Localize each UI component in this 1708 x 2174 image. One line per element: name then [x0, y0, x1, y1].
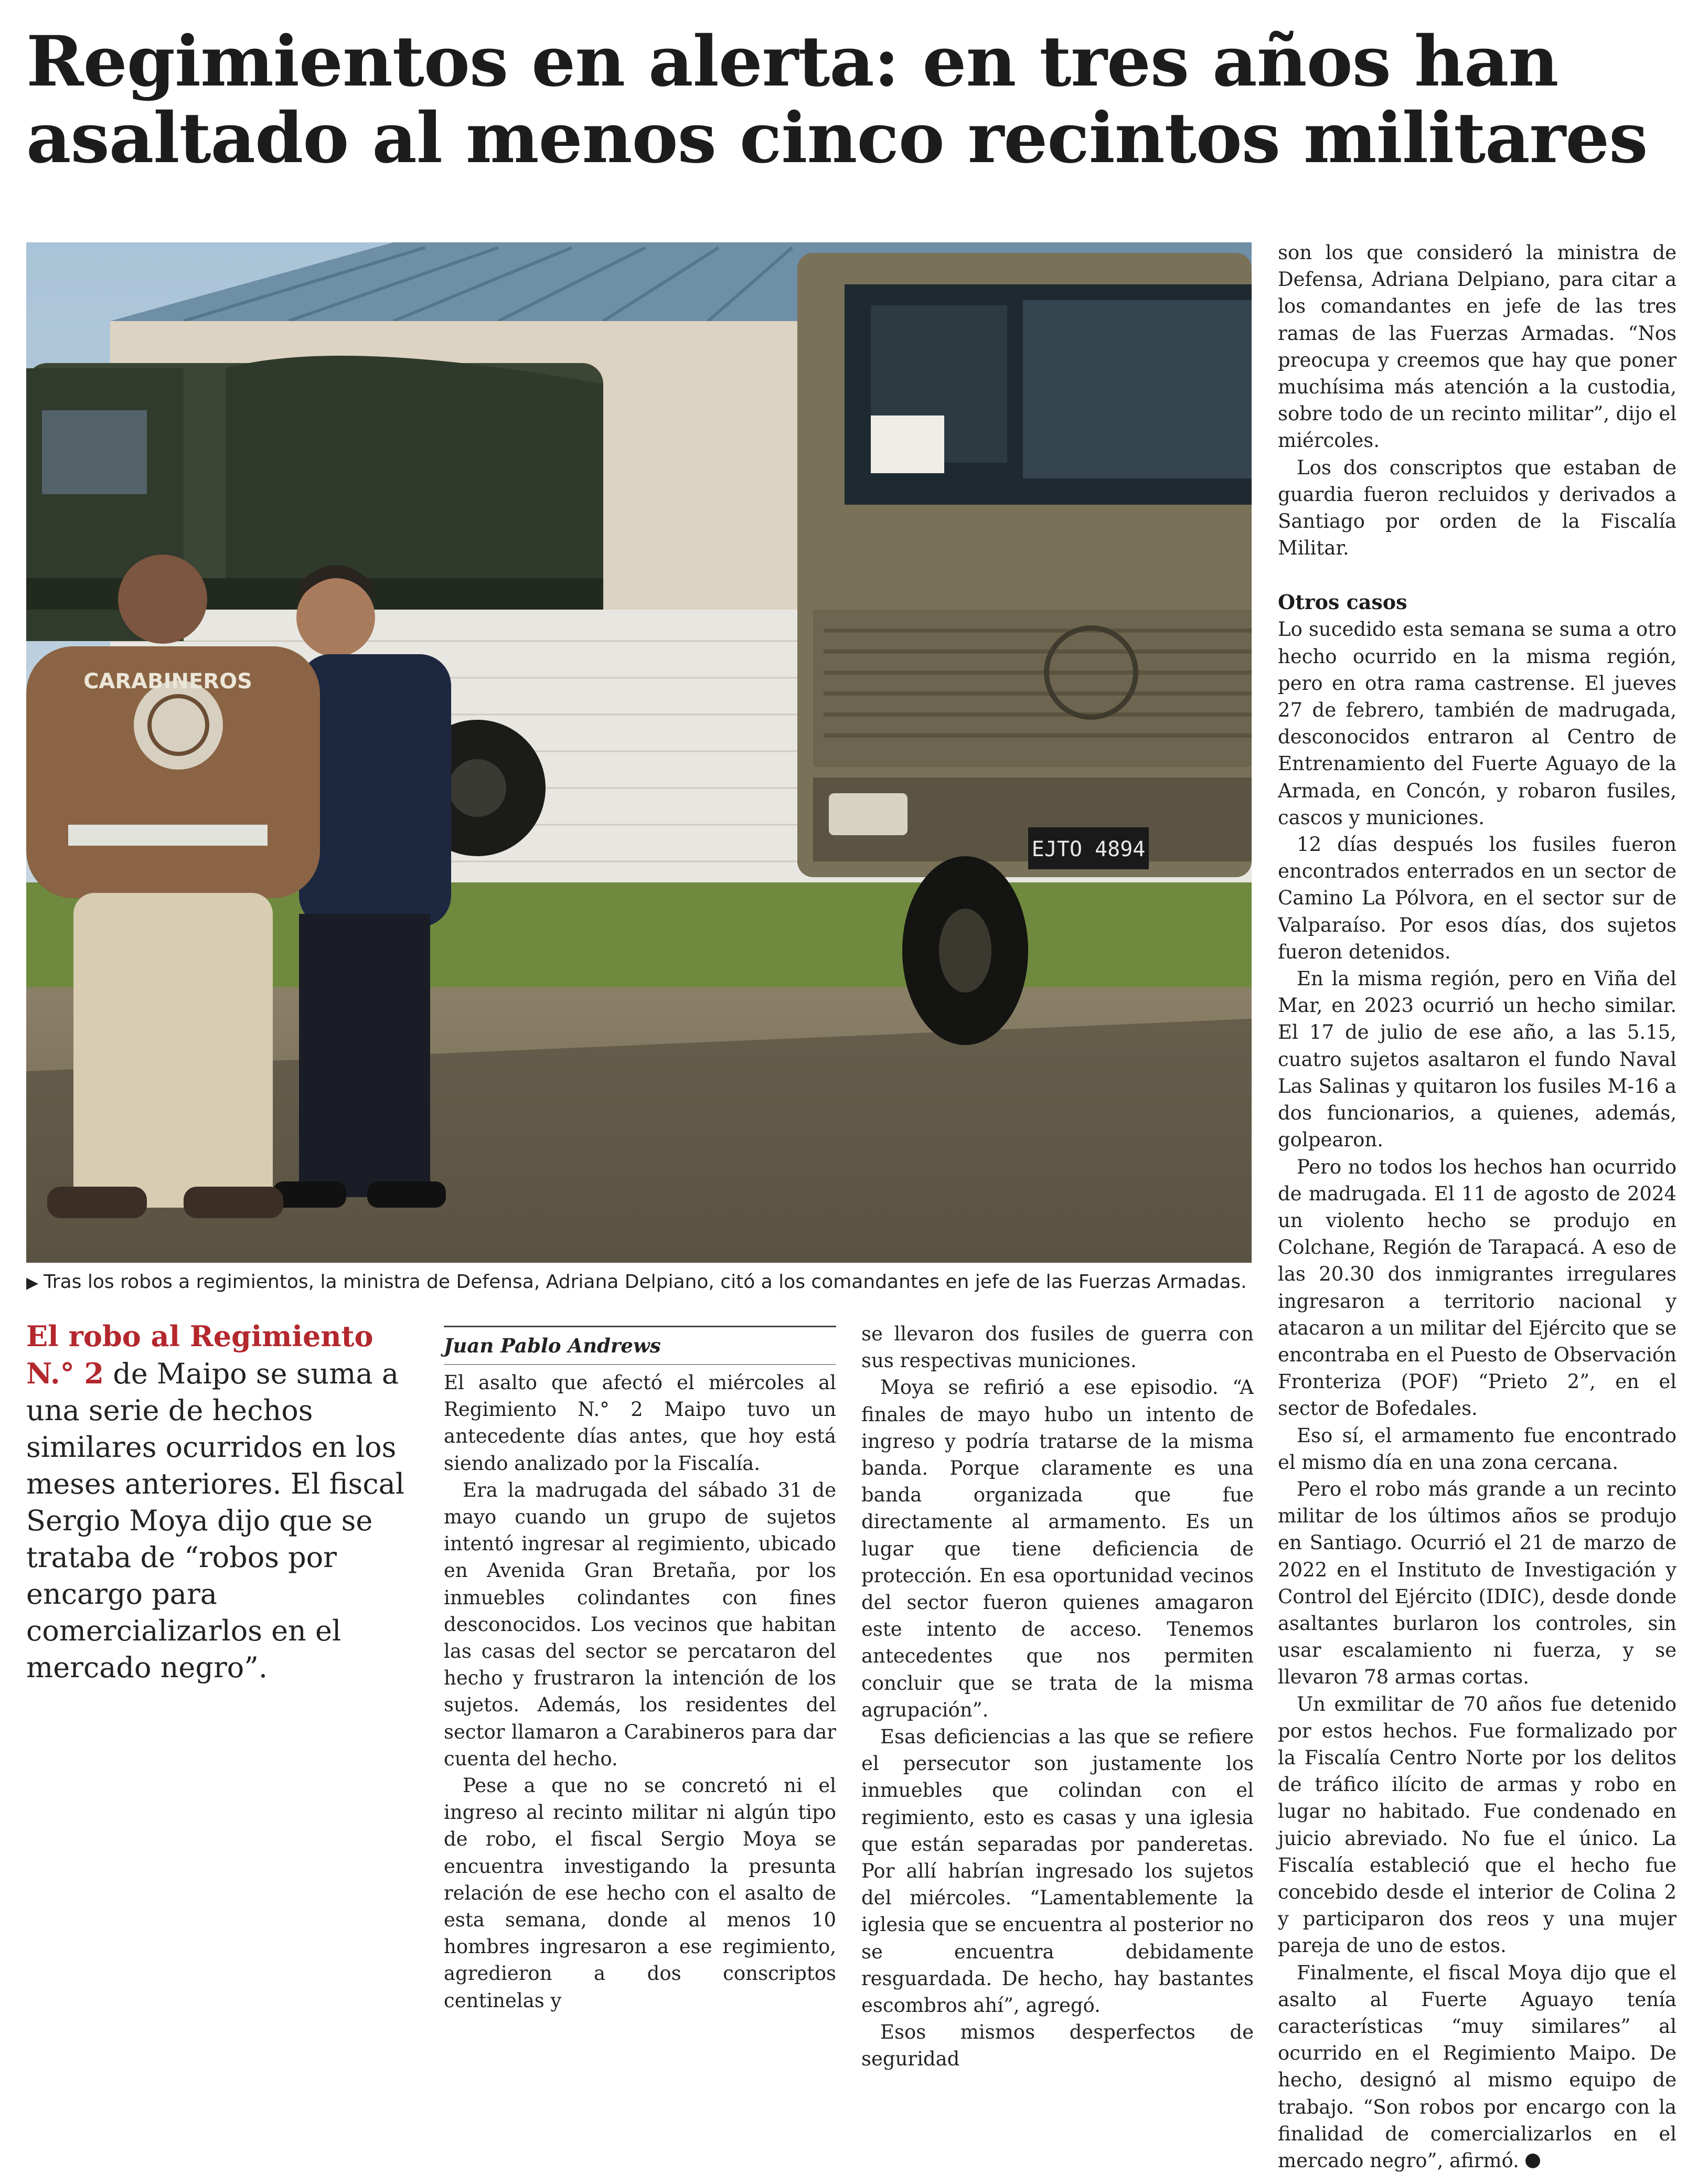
paragraph: Lo sucedido esta semana se suma a otro hecho ocurrido en la misma región, pero en otra rama castrense. El jueves 27 de febrero, también de madrugada, desconocidos entraron al Centro de Entrenamiento del Fuerte Aguayo de la Armada, en Concón, y robaron fusiles, cascos y municiones. [1278, 618, 1677, 829]
paragraph: son los que consideró la ministra de Defensa, Adriana Delpiano, para citar a los comandantes en jefe de las tres ramas de las Fuerzas Armadas. “Nos preocupa y creemos que hay que poner muchísima más atención a la custodia, sobre todo de un recinto militar”, dijo el miércoles. [1278, 241, 1677, 452]
section-subhead: Otros casos [1278, 590, 1407, 614]
lead-highlight: El robo al Regimiento N.° 2 [26, 1319, 373, 1390]
final-paragraph [1278, 1959, 1677, 2174]
paragraph: Un exmilitar de 70 años fue detenido por estos hechos. Fue formalizado por la Fiscalía Centro Norte por los delitos de tráfico ilícito de armas y robo en lugar no habitado. Fue condenado en juicio abreviado. No fue el único. La Fiscalía estableció que el hecho fue concebido desde el interior de Colina 2 y participaron dos reos y una mujer pareja de uno de estos. [1278, 1692, 1677, 1957]
end-of-article-icon [1525, 2154, 1540, 2168]
paragraph: Los dos conscriptos que estaban de guardia fueron recluidos y derivados a Santiago por orden de la Fiscalía Militar. [1278, 456, 1677, 560]
paragraph: se llevaron dos fusiles de guerra con sus respectivas municiones. [861, 1323, 1254, 1372]
paragraph-text: Finalmente, el fiscal Moya dijo que el asalto al Fuerte Aguayo tenía características “muy similares” al ocurrido en el Regimiento Maipo. De hecho, designó al mismo equipo de trabajo. “Son robos por encargo con la finalidad de comercializarlos en el mercado negro”, afirmó. [1278, 1961, 1677, 2172]
paragraph: Pese a que no se concretó ni el ingreso al recinto militar ni algún tipo de robo, el fiscal Sergio Moya se encuentra investigando la presunta relación de ese hecho con el asalto de esta semana, donde al menos 10 hombres ingresaron a ese regimiento, agredieron a dos conscriptos centinelas y [444, 1774, 836, 2012]
jacket-text: CARABINEROS [83, 669, 252, 694]
paragraph: Moya se refirió a ese episodio. “A finales de mayo hubo un intento de ingreso y podría tratarse de la misma banda. Porque claramente es una banda organizada que fue directamente al armamento. Es un lugar que tiene deficiencia de protección. En esa oportunidad vecinos del sector fueron quienes amagaron este intento de acceso. Tenemos antecedentes que nos permiten concluir que se trata de la misma agrupación”. [861, 1376, 1254, 1721]
paragraph: Eso sí, el armamento fue encontrado el mismo día en una zona cercana. [1278, 1424, 1677, 1474]
paragraph: Era la madrugada del sábado 31 de mayo cuando un grupo de sujetos intentó ingresar al regimiento, ubicado en Avenida Gran Bretaña, por los inmuebles colindantes con fines desconocidos. Los vecinos que habitan las casas del sector se percataron del hecho y frustraron la intención de los sujetos. Además, los residentes del sector llamaron a Carabineros para dar cuenta del hecho. [444, 1478, 836, 1770]
paragraph: Esas deficiencias a las que se refiere el persecutor son justamente los inmuebles que colindan con el regimiento, esto es casas y una iglesia que están separadas por panderetas. Por allí habrían ingresado los sujetos del miércoles. “Lamentablemente la iglesia que se encuentra al posterior no se encuentra debidamente resguardada. De hecho, hay bastantes escombros ahí”, agregó. [861, 1725, 1254, 2017]
news-photo [26, 242, 1252, 1263]
lead-paragraph [26, 1318, 414, 1686]
paragraph: El asalto que afectó el miércoles al Regimiento N.° 2 Maipo tuvo un antecedente días antes, que hoy está siendo analizado por la Fiscalía. [444, 1371, 836, 1475]
article-column-3 [1278, 239, 1677, 2174]
photo-illustration [26, 242, 1252, 1263]
paragraph: 12 días después los fusiles fueron encontrados enterrados en un sector de Camino La Pólvora, en el sector sur de Valparaíso. Por esos días, dos sujetos fueron detenidos. [1278, 833, 1677, 963]
caption-text: Tras los robos a regimientos, la ministra de Defensa, Adriana Delpiano, citó a los comandantes en jefe de las Fuerzas Armadas. [44, 1271, 1247, 1293]
license-plate: EJTO 4894 [1031, 837, 1146, 861]
paragraph: Pero el robo más grande a un recinto militar de los últimos años se produjo en Santiago. Ocurrió el 21 de marzo de 2022 en el Instituto de Investigación y Control del Ejército (IDIC), desde donde asaltantes burlaron los controles, sin usar escalamiento ni fuerza, y se llevaron 78 armas cortas. [1278, 1477, 1677, 1689]
headline: Regimientos en alerta: en tres años han asaltado al menos cinco recintos militares [26, 21, 1648, 179]
article-column-2 [861, 1320, 1254, 2073]
lead-text: de Maipo se suma a una serie de hechos similares ocurridos en los meses anteriores. El fiscal Sergio Moya dijo que se trataba de “robos por encargo para comercializarlos en el mercado negro”. [26, 1357, 405, 1684]
byline: Juan Pablo Andrews [444, 1334, 661, 1357]
byline-rule-top [444, 1326, 836, 1327]
byline-rule-bottom [444, 1364, 836, 1365]
paragraph: En la misma región, pero en Viña del Mar, en 2023 ocurrió un hecho similar. El 17 de julio de ese año, a las 5.15, cuatro sujetos asaltaron el fundo Naval Las Salinas y quitaron los fusiles M-16 a dos funcionarios, a quienes, además, golpearon. [1278, 967, 1677, 1152]
paragraph: Pero no todos los hechos han ocurrido de madrugada. El 11 de agosto de 2024 un violento hecho se produjo en Colchane, Región de Tarapacá. A eso de las 20.30 dos inmigrantes irregulares ingresaron a territorio nacional y atacaron a un militar del Ejército que se encontraba en el Puesto de Observación Fronteriza (POF) “Prieto 2”, en el sector de Bofedales. [1278, 1155, 1677, 1420]
article-column-1 [444, 1369, 836, 2014]
caption-arrow-icon: ▶ [26, 1274, 39, 1292]
photo-caption [26, 1270, 1252, 1296]
paragraph: Esos mismos desperfectos de seguridad [861, 2021, 1254, 2071]
